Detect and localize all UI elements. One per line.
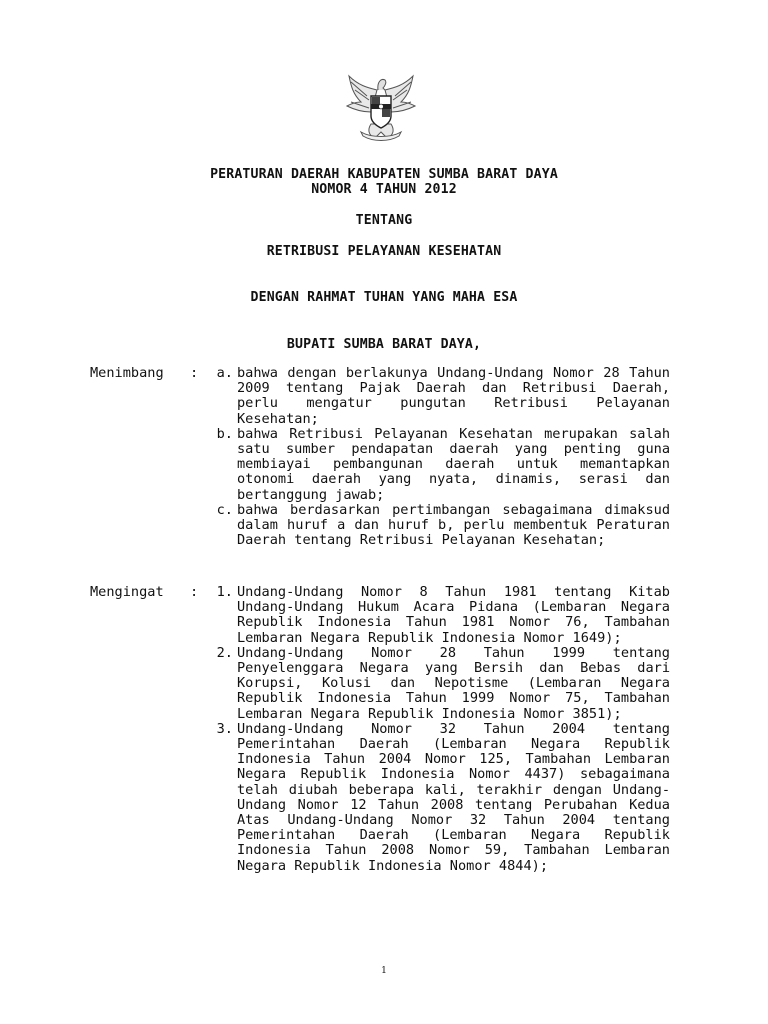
mengingat-colon: :: [190, 584, 199, 600]
item-marker: 3.: [216, 720, 233, 737]
authority-heading: BUPATI SUMBA BARAT DAYA,: [286, 337, 482, 352]
item-text: bahwa dengan berlakunya Undang-Undang Nomor 28 Tahun 2009 tentang Pajak Daerah dan Retribusi Daerah, perlu mengatur pungutan Retribusi Pelayanan Kesehatan;: [237, 365, 670, 427]
tentang-heading: TENTANG: [355, 213, 413, 228]
item-marker: c.: [216, 501, 233, 518]
menimbang-item: [209, 503, 670, 549]
menimbang-section: [90, 366, 670, 548]
item-marker: a.: [216, 365, 233, 381]
garuda-emblem-icon: [341, 72, 421, 144]
mengingat-label: Mengingat: [90, 584, 164, 600]
mengingat-item: [209, 722, 670, 874]
mengingat-item: [209, 646, 670, 722]
item-marker: 2.: [216, 644, 233, 661]
item-text: bahwa Retribusi Pelayanan Kesehatan merupakan salah satu sumber pendapatan daerah yang penting guna membiayai pembangunan daerah untuk memantapkan otonomi daerah yang nyata, dinamis, serasi dan bertanggung jawab;: [237, 425, 670, 503]
page-number: 1: [381, 966, 387, 976]
menimbang-colon: :: [190, 365, 199, 381]
mengingat-section: [90, 585, 670, 874]
menimbang-item: [209, 366, 670, 427]
regulation-number: NOMOR 4 TAHUN 2012: [311, 182, 457, 197]
mengingat-item: [209, 585, 670, 646]
item-marker: b.: [216, 425, 233, 442]
item-marker: 1.: [216, 584, 233, 600]
item-text: Undang-Undang Nomor 32 Tahun 2004 tentang Pemerintahan Daerah (Lembaran Negara Republik Indonesia Tahun 2004 Nomor 125, Tambahan Lembaran Negara Republik Indonesia Nomor 4437) sebagaimana telah diubah beberapa kali, terakhir dengan Undang-Undang Nomor 12 Tahun 2008 tentang Perubahan Kedua Atas Undang-Undang Nomor 32 Tahun 2004 tentang Pemerintahan Daerah (Lembaran Negara Republik Indonesia Tahun 2008 Nomor 59, Tambahan Lembaran Negara Republik Indonesia Nomor 4844);: [237, 720, 670, 874]
invocation-heading: DENGAN RAHMAT TUHAN YANG MAHA ESA: [250, 290, 518, 305]
item-text: Undang-Undang Nomor 8 Tahun 1981 tentang Kitab Undang-Undang Hukum Acara Pidana (Lembaran Negara Republik Indonesia Tahun 1981 Nomor 76, Tambahan Lembaran Negara Republik Indonesia Nomor 1649);: [237, 584, 670, 646]
subject-heading: RETRIBUSI PELAYANAN KESEHATAN: [266, 244, 502, 259]
item-text: Undang-Undang Nomor 28 Tahun 1999 tentang Penyelenggara Negara yang Bersih dan Bebas dari Korupsi, Kolusi dan Nepotisme (Lembaran Negara Republik Indonesia Tahun 1999 Nomor 75, Tambahan Lembaran Negara Republik Indonesia Nomor 3851);: [237, 644, 670, 722]
item-text: bahwa berdasarkan pertimbangan sebagaimana dimaksud dalam huruf a dan huruf b, perlu membentuk Peraturan Daerah tentang Retribusi Pelayanan Kesehatan;: [237, 501, 670, 549]
menimbang-label: Menimbang: [90, 365, 164, 381]
regulation-title: PERATURAN DAERAH KABUPATEN SUMBA BARAT DAYA: [210, 167, 558, 182]
menimbang-item: [209, 427, 670, 503]
